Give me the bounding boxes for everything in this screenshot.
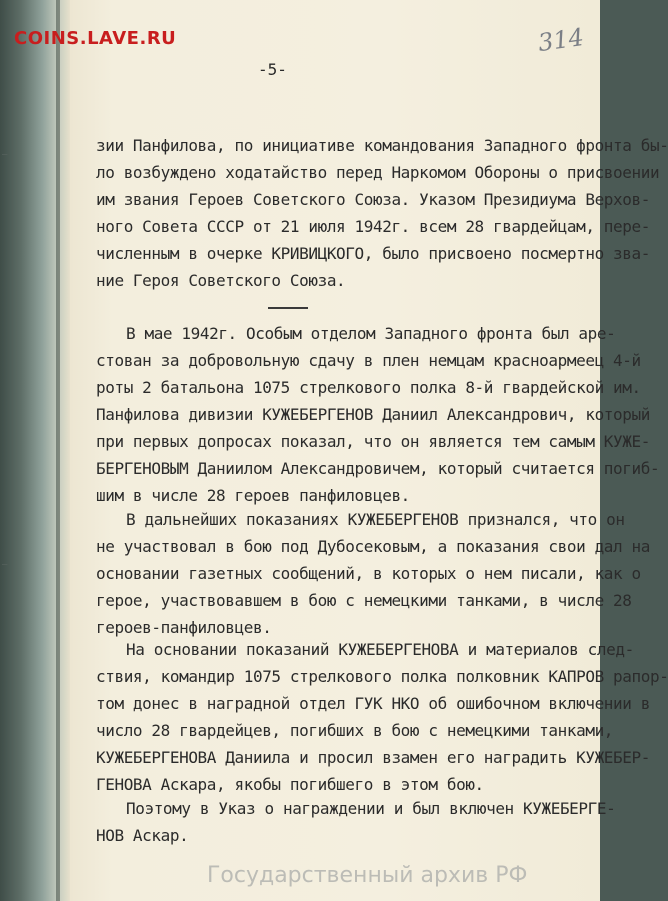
text-line: число 28 гвардейцев, погибших в бою с немецкими танками, xyxy=(96,721,614,740)
text-line: ГЕНОВА Аскара, якобы погибшего в этом бою. xyxy=(96,775,484,794)
text-line: БЕРГЕНОВЫМ Даниилом Александровичем, который считается погиб- xyxy=(96,459,660,478)
text-line: при первых допросах показал, что он является тем самым КУЖЕ- xyxy=(96,432,650,451)
text-line: НОВ Аскар. xyxy=(96,826,189,845)
text-line: не участвовал в бою под Дубосековым, а показания свои дал на xyxy=(96,537,650,556)
text-line: том донес в наградной отдел ГУК НКО об ошибочном включении в xyxy=(96,694,650,713)
text-line: ло возбуждено ходатайство перед Наркомом Обороны о присвоении xyxy=(96,163,660,182)
text-line: героев-панфиловцев. xyxy=(96,618,272,637)
text-line: стован за добровольную сдачу в плен немцам красноармеец 4-й xyxy=(96,351,641,370)
text-line: ние Героя Советского Союза. xyxy=(96,271,346,290)
section-divider xyxy=(268,307,308,309)
text-line: ного Совета СССР от 21 июля 1942г. всем 28 гвардейцам, пере- xyxy=(96,217,650,236)
text-line: В дальнейших показаниях КУЖЕБЕРГЕНОВ признался, что он xyxy=(126,510,625,529)
text-line: герое, участвовавшем в бою с немецкими танками, в числе 28 xyxy=(96,591,632,610)
text-line: численным в очерке КРИВИЦКОГО, было присвоено посмертно зва- xyxy=(96,244,650,263)
text-line: им звания Героев Советского Союза. Указом Президиума Верхов- xyxy=(96,190,650,209)
text-line: КУЖЕБЕРГЕНОВА Даниила и просил взамен его наградить КУЖЕБЕР- xyxy=(96,748,650,767)
watermark-bottom: Государственный архив РФ xyxy=(207,863,528,888)
text-line: шим в числе 28 героев панфиловцев. xyxy=(96,486,410,505)
text-line: На основании показаний КУЖЕБЕРГЕНОВА и материалов след- xyxy=(126,640,634,659)
text-line: роты 2 батальона 1075 стрелкового полка 8-й гвардейской им. xyxy=(96,378,641,397)
watermark-top: COINS.LAVE.RU xyxy=(14,28,177,49)
page-number: -5- xyxy=(258,60,287,79)
text-line: В мае 1942г. Особым отделом Западного фронта был аре- xyxy=(126,324,616,343)
binding-mark: — xyxy=(2,560,8,570)
archive-number: 314 xyxy=(536,22,586,58)
text-line: основании газетных сообщений, в которых о нем писали, как о xyxy=(96,564,641,583)
binding-edge xyxy=(56,0,60,901)
text-line: Панфилова дивизии КУЖЕБЕРГЕНОВ Даниил Александрович, который xyxy=(96,405,650,424)
binding-mark: — xyxy=(2,150,8,160)
text-line: Поэтому в Указ о награждении и был включен КУЖЕБЕРГЕ- xyxy=(126,799,616,818)
text-line: ствия, командир 1075 стрелкового полка полковник КАПРОВ рапор- xyxy=(96,667,668,686)
text-line: зии Панфилова, по инициативе командования Западного фронта бы- xyxy=(96,136,668,155)
